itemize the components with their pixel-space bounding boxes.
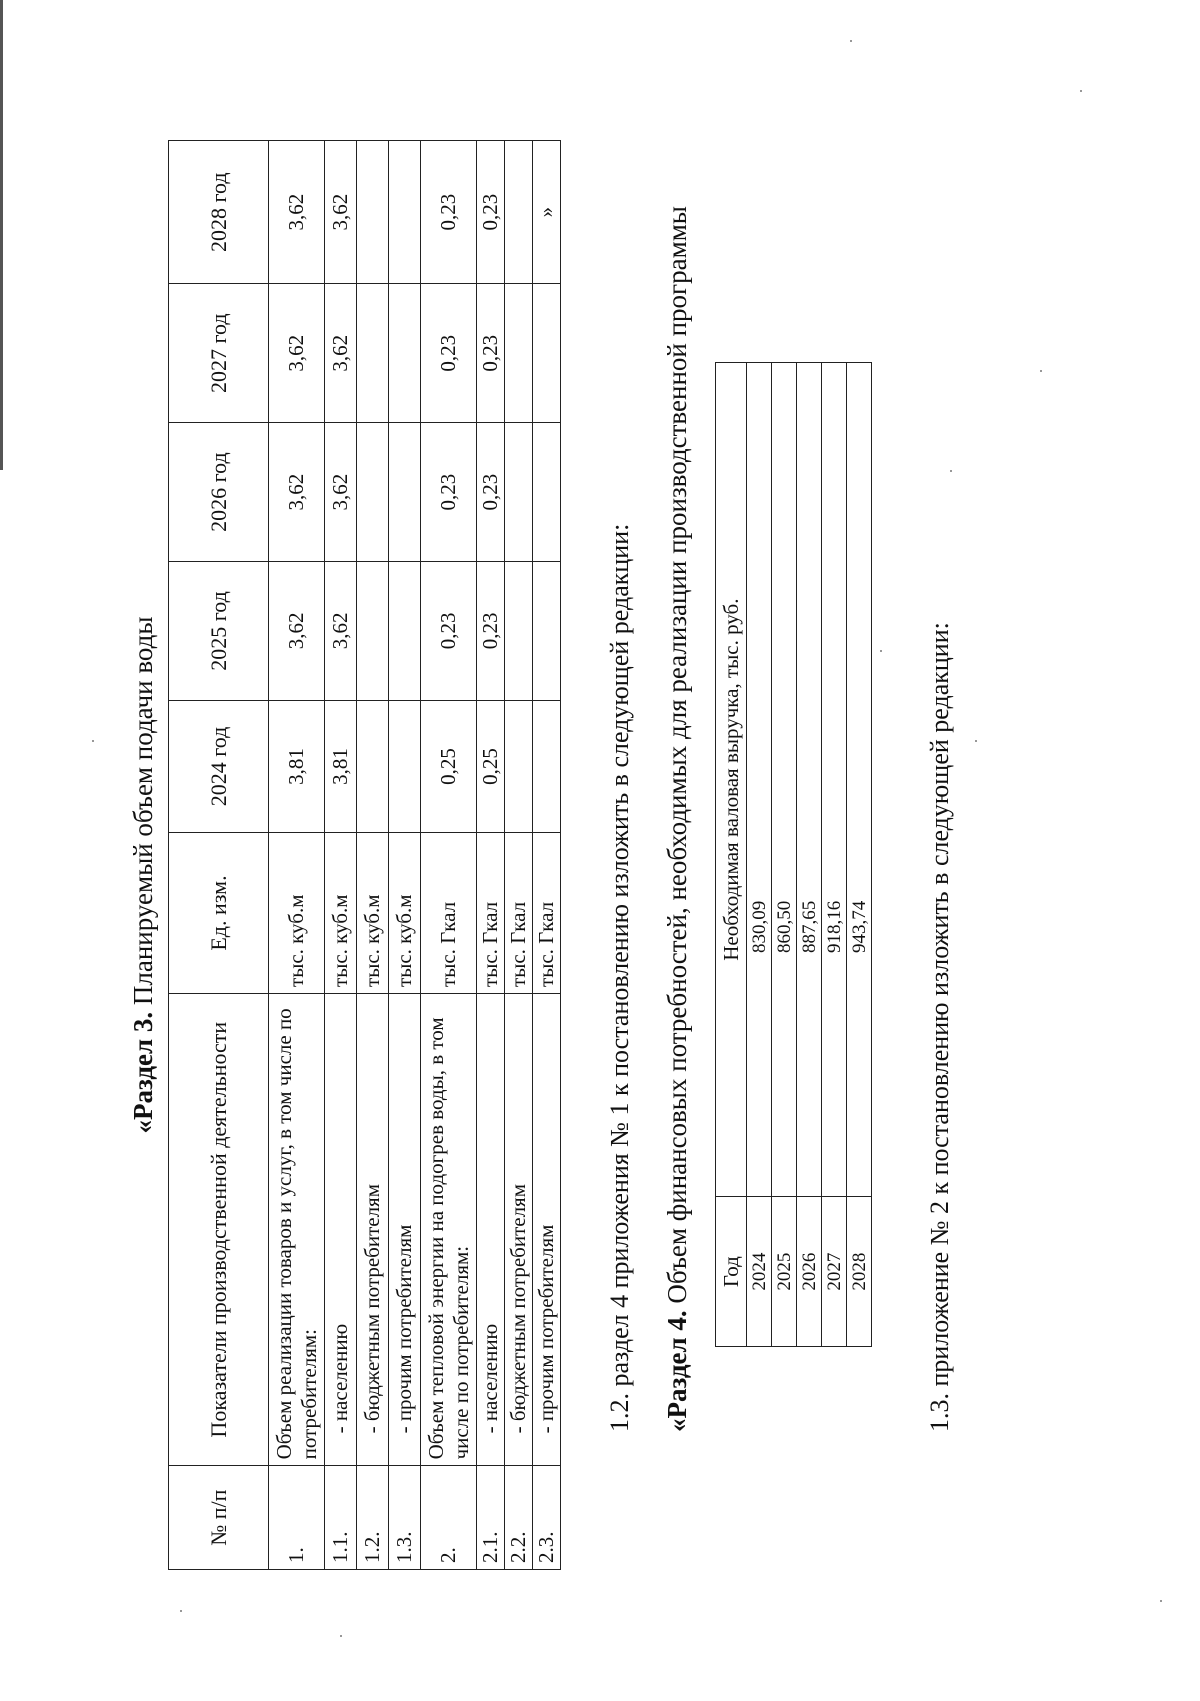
row-value — [357, 141, 389, 284]
section4-table-header — [716, 363, 747, 1347]
row-value — [357, 423, 389, 562]
row-value — [357, 562, 389, 701]
row-unit: тыс. Гкал — [505, 833, 533, 994]
table-row — [847, 363, 872, 1347]
row-revenue-value: 830,09 — [748, 900, 770, 953]
row-year: 2024 — [747, 1197, 772, 1347]
row-unit: тыс. куб.м — [325, 833, 357, 994]
row-value: 0,25 — [421, 700, 477, 832]
row-value — [533, 700, 561, 832]
table-row — [772, 363, 797, 1347]
row-value: » — [533, 141, 561, 284]
row-value — [505, 562, 533, 701]
row-value — [389, 423, 421, 562]
section3-title-rest: Планируемый объем подачи воды — [128, 616, 158, 1012]
row-value — [389, 284, 421, 423]
row-value — [357, 284, 389, 423]
row-value: 3,62 — [325, 562, 357, 701]
table-row — [389, 141, 421, 1570]
row-indicator: - населению — [477, 993, 505, 1465]
scan-speck — [850, 40, 852, 42]
section3-table — [168, 140, 561, 1570]
table-row — [477, 141, 505, 1570]
col-header-2027: 2027 год — [169, 284, 269, 423]
table-row — [797, 363, 822, 1347]
row-value: 0,23 — [477, 562, 505, 701]
section4-title — [662, 206, 693, 1432]
row-indicator: - населению — [325, 993, 357, 1465]
row-number: 1.2. — [357, 1466, 389, 1570]
table-row — [533, 141, 561, 1570]
row-indicator: - бюджетным потребителям — [357, 993, 389, 1465]
row-revenue — [747, 363, 772, 1197]
row-unit: тыс. Гкал — [477, 833, 505, 994]
table-row — [421, 141, 477, 1570]
row-revenue-value: 860,50 — [773, 900, 795, 953]
table-row — [505, 141, 533, 1570]
row-value: 0,23 — [477, 284, 505, 423]
col-header-2024: 2024 год — [169, 700, 269, 832]
row-number: 2.1. — [477, 1466, 505, 1570]
scan-speck — [180, 1610, 182, 1612]
scan-speck — [880, 650, 882, 652]
row-value — [533, 423, 561, 562]
scan-speck — [1040, 370, 1042, 372]
row-value: 3,62 — [269, 284, 325, 423]
row-number: 2.3. — [533, 1466, 561, 1570]
section3-title — [128, 565, 159, 1185]
row-year: 2028 — [847, 1197, 872, 1347]
scan-speck — [92, 740, 94, 742]
row-value — [505, 284, 533, 423]
row-value — [505, 423, 533, 562]
row-value: 0,23 — [477, 423, 505, 562]
scan-speck — [975, 740, 977, 742]
scan-edge-line — [0, 0, 3, 470]
col-header-2025: 2025 год — [169, 562, 269, 701]
row-revenue-value: 887,65 — [798, 900, 820, 953]
section4-table — [715, 362, 872, 1347]
row-value: 0,25 — [477, 700, 505, 832]
scan-speck — [1080, 90, 1082, 92]
col-header-indicator: Показатели производственной деятельности — [169, 993, 269, 1465]
row-value: 3,62 — [269, 423, 325, 562]
scan-speck — [340, 1635, 342, 1637]
row-value: 3,62 — [269, 141, 325, 284]
paragraph-1-3: 1.3. приложение № 2 к постановлению изложить в следующей редакции: — [925, 622, 954, 1432]
row-revenue — [847, 363, 872, 1197]
row-indicator: - прочим потребителям — [533, 993, 561, 1465]
row-value: 3,81 — [269, 700, 325, 832]
row-value — [389, 562, 421, 701]
table-row — [325, 141, 357, 1570]
row-value: 0,23 — [477, 141, 505, 284]
row-number: 2. — [421, 1466, 477, 1570]
table-row — [747, 363, 772, 1347]
row-revenue-value: 943,74 — [848, 900, 870, 953]
table-row — [357, 141, 389, 1570]
row-year: 2027 — [822, 1197, 847, 1347]
row-indicator: - прочим потребителям — [389, 993, 421, 1465]
scan-speck — [950, 470, 952, 472]
row-indicator: - бюджетным потребителям — [505, 993, 533, 1465]
row-value: 3,62 — [269, 562, 325, 701]
section3-title-bold: «Раздел 3. — [128, 1011, 158, 1134]
row-number: 1.1. — [325, 1466, 357, 1570]
row-number: 2.2. — [505, 1466, 533, 1570]
table-row — [269, 141, 325, 1570]
row-unit: тыс. куб.м — [357, 833, 389, 994]
row-value: 3,81 — [325, 700, 357, 832]
row-value: 0,23 — [421, 284, 477, 423]
row-year: 2026 — [797, 1197, 822, 1347]
row-unit: тыс. Гкал — [533, 833, 561, 994]
row-value — [389, 141, 421, 284]
scan-speck — [1160, 1600, 1162, 1602]
section4-table-wrap — [715, 362, 872, 1347]
row-value: 0,23 — [421, 423, 477, 562]
section4-title-rest: Объем финансовых потребностей, необходимых для реализации производственной программы — [662, 206, 692, 1311]
row-value — [533, 562, 561, 701]
row-value — [533, 284, 561, 423]
paragraph-1-2: 1.2. раздел 4 приложения № 1 к постановлению изложить в следующей редакции: — [605, 523, 634, 1432]
row-unit: тыс. куб.м — [269, 833, 325, 994]
row-value — [505, 700, 533, 832]
table-row — [822, 363, 847, 1347]
row-value — [505, 141, 533, 284]
row-number: 1. — [269, 1466, 325, 1570]
col-header-revenue: Необходимая валовая выручка, тыс. руб. — [716, 363, 747, 1197]
row-value: 3,62 — [325, 284, 357, 423]
col-header-unit: Ед. изм. — [169, 833, 269, 994]
col-header-num: № п/п — [169, 1466, 269, 1570]
section3-table-header — [169, 141, 269, 1570]
row-value — [357, 700, 389, 832]
row-revenue — [822, 363, 847, 1197]
row-revenue — [797, 363, 822, 1197]
row-indicator: Объем реализации товаров и услуг, в том числе по потребителям: — [269, 993, 325, 1465]
row-unit: тыс. куб.м — [389, 833, 421, 994]
row-value: 0,23 — [421, 562, 477, 701]
col-header-year: Год — [716, 1197, 747, 1347]
row-value: 0,23 — [421, 141, 477, 284]
row-value: 3,62 — [325, 141, 357, 284]
row-value — [389, 700, 421, 832]
col-header-2026: 2026 год — [169, 423, 269, 562]
row-year: 2025 — [772, 1197, 797, 1347]
row-indicator: Объем тепловой энергии на подогрев воды, в том числе по потребителям: — [421, 993, 477, 1465]
row-value: 3,62 — [325, 423, 357, 562]
row-number: 1.3. — [389, 1466, 421, 1570]
section4-title-bold: «Раздел 4. — [662, 1310, 692, 1432]
row-revenue-value: 918,16 — [823, 900, 845, 953]
col-header-2028: 2028 год — [169, 141, 269, 284]
section3-table-wrap — [168, 140, 561, 1570]
row-revenue — [772, 363, 797, 1197]
row-unit: тыс. Гкал — [421, 833, 477, 994]
